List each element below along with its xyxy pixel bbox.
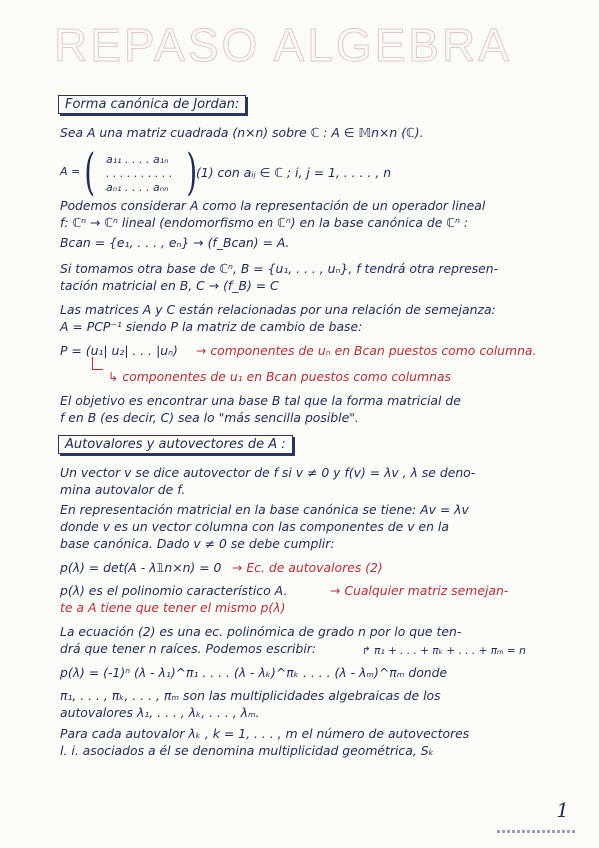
matrix-row: . . . . . . . . . . [106, 167, 173, 180]
matrix-row: aₙ₁ . . . . aₙₙ [106, 181, 169, 194]
text-line: A = PCP⁻¹ siendo P la matriz de cambio de base: [60, 319, 363, 334]
footer-mark [497, 830, 577, 833]
text-line: donde v es un vector columna con las componentes de v en la [60, 519, 449, 534]
matrix-condition: (1) con aᵢⱼ ∈ ℂ ; i, j = 1, . . . . , n [196, 165, 392, 180]
multiplicity-sum-note: ↱ π₁ + . . . + πₖ + . . . + πₘ = n [362, 645, 526, 657]
annotation-red: → Ec. de autovalores (2) [232, 560, 383, 575]
section-heading-jordan: Forma canónica de Jordan: [58, 95, 246, 114]
text-line: f: ℂⁿ → ℂⁿ lineal (endomorfismo en ℂⁿ) en la base canónica de ℂⁿ : [60, 215, 469, 230]
annotation-red: ↳ componentes de u₁ en Bcan puestos como columnas [108, 369, 452, 384]
text-line: π₁, . . . , πₖ, . . . , πₘ son las multiplicidades algebraicas de los [60, 688, 441, 703]
text-line: p(λ) es el polinomio característico A. [60, 583, 288, 598]
text-line: Podemos considerar A como la representación de un operador lineal [60, 198, 486, 213]
equation-line: p(λ) = (-1)ⁿ (λ - λ₁)^π₁ . . . . (λ - λₖ)^πₖ . . . . (λ - λₘ)^πₘ donde [60, 665, 448, 680]
text-line: l. i. asociados a él se denomina multiplicidad geométrica, Sₖ [60, 743, 434, 758]
text-line: Si tomamos otra base de ℂⁿ, B = {u₁, . . . , uₙ}, f tendrá otra represen- [60, 261, 499, 276]
annotation-red: te a A tiene que tener el mismo p(λ) [60, 600, 286, 615]
text-line: Las matrices A y C están relacionadas por una relación de semejanza: [60, 302, 496, 317]
text-line: Sea A una matriz cuadrada (n×n) sobre ℂ : A ∈ 𝕄n×n (ℂ). [60, 125, 424, 140]
annotation-red: → Cualquier matriz semejan- [330, 583, 509, 598]
text-line: El objetivo es encontrar una base B tal que la forma matricial de [60, 393, 461, 408]
text-line: autovalores λ₁, . . . , λₖ, . . . , λₘ. [60, 705, 260, 720]
left-parenthesis: ( [84, 143, 96, 201]
text-line: En representación matricial en la base canónica se tiene: Av = λv [60, 502, 469, 517]
text-line: Un vector v se dice autovector de f si v ≠ 0 y f(v) = λv , λ se deno- [60, 465, 476, 480]
page-number: 1 [556, 798, 569, 822]
text-line: Para cada autovalor λₖ , k = 1, . . . , m el número de autovectores [60, 726, 470, 741]
right-parenthesis: ) [186, 143, 198, 201]
section-heading-eigen: Autovalores y autovectores de A : [58, 435, 293, 454]
text-line: base canónica. Dado v ≠ 0 se debe cumplir: [60, 536, 335, 551]
text-line: f en B (es decir, C) sea lo "más sencilla posible". [60, 410, 359, 425]
text-line: mina autovalor de f. [60, 482, 186, 497]
annotation-arrow [92, 357, 103, 370]
matrix-lhs: A = [60, 165, 81, 178]
annotation-red: → componentes de uₙ en Bcan puestos como columna. [196, 343, 537, 358]
text-line: tación matricial en B, C → (f_B) = C [60, 278, 279, 293]
matrix-row: a₁₁ . . . . a₁ₙ [106, 153, 169, 166]
text-line: drá que tener n raíces. Podemos escribir: [60, 641, 317, 656]
page-title: REPASO ALGEBRA [54, 19, 512, 71]
text-line: Bcan = {e₁, . . . , eₙ} → (f_Bcan) = A. [60, 235, 290, 250]
text-line: P = (u₁| u₂| . . . |uₙ) [60, 343, 178, 358]
text-line: La ecuación (2) es una ec. polinómica de grado n por lo que ten- [60, 624, 462, 639]
equation-line: p(λ) = det(A - λ𝟙n×n) = 0 [60, 560, 222, 575]
